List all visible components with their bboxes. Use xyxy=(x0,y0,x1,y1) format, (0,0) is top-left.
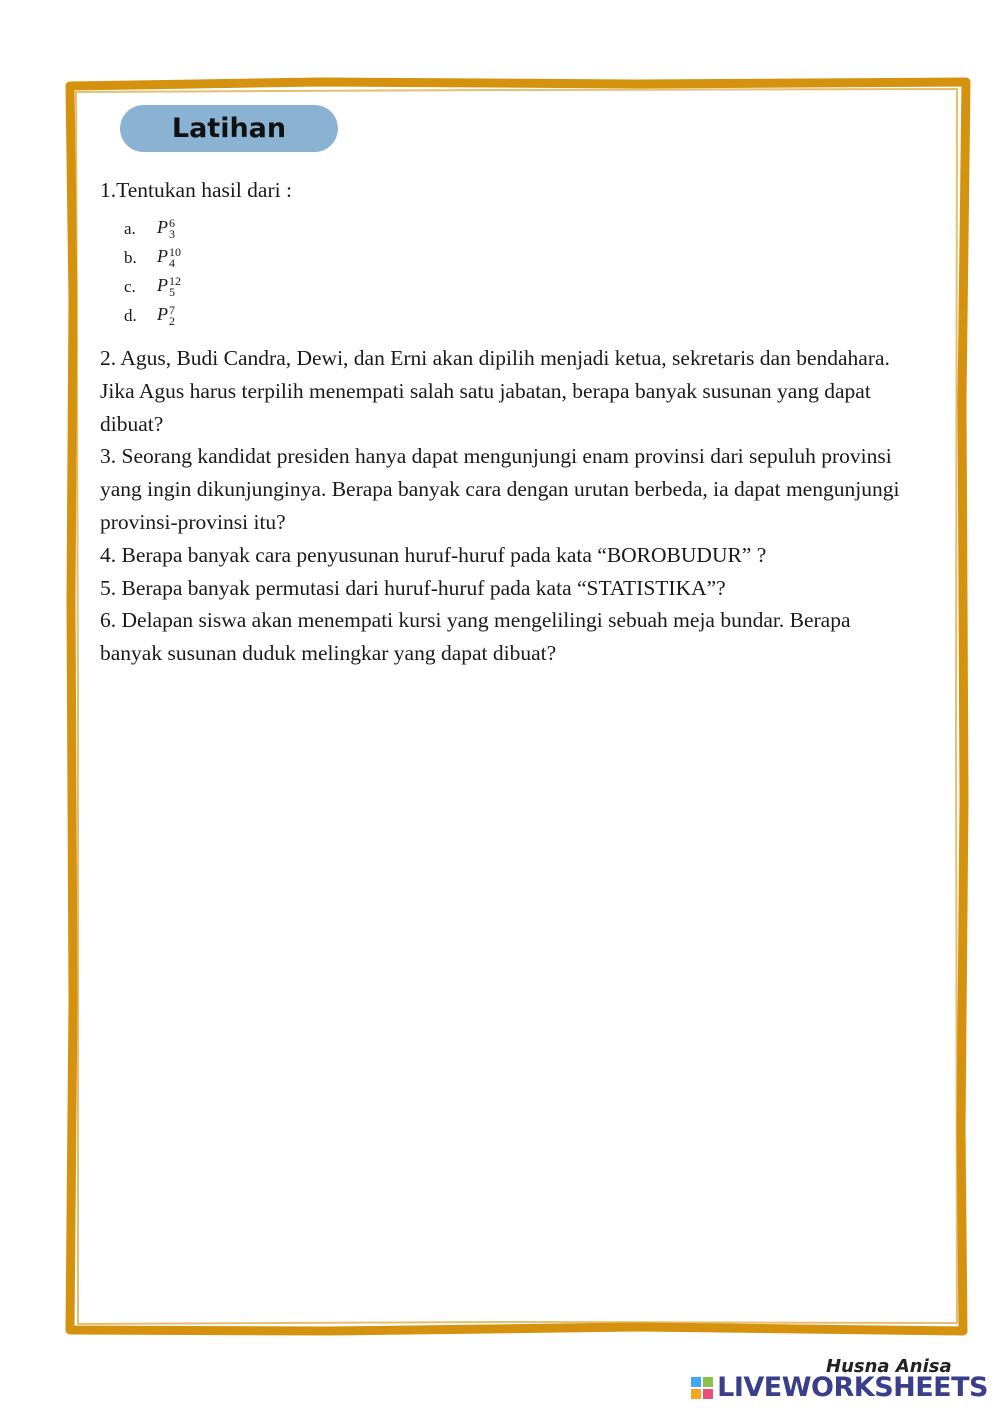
latihan-badge xyxy=(120,105,338,152)
permutation-expression: P 7 2 xyxy=(157,302,175,328)
liveworksheets-logo[interactable] xyxy=(691,1372,988,1403)
subscript: 4 xyxy=(169,255,175,270)
questions-list xyxy=(100,342,900,670)
sub-item-letter: b. xyxy=(124,247,137,267)
sub-item-b xyxy=(124,243,181,272)
question-6: 6. Delapan siswa akan menempati kursi yang mengelilingi sebuah meja bundar. Berapa banyak susunan duduk melingkar yang dapat dibuat? xyxy=(100,608,851,666)
question-2: 2. Agus, Budi Candra, Dewi, dan Erni akan dipilih menjadi ketua, sekretaris dan bendahara. Jika Agus harus terpilih menempati salah satu jabatan, berapa banyak susunan yang dapat dibuat? xyxy=(100,346,890,436)
permutation-expression: P 12 5 xyxy=(157,273,181,299)
subscript: 3 xyxy=(169,226,175,241)
question-5: 5. Berapa banyak permutasi dari huruf-huruf pada kata “STATISTIKA”? xyxy=(100,575,726,600)
superscript: 6 xyxy=(169,215,175,230)
sub-item-letter: d. xyxy=(124,305,137,325)
superscript: 10 xyxy=(169,244,181,259)
sub-item-a xyxy=(124,214,181,243)
subscript: 2 xyxy=(169,313,175,328)
subscript: 5 xyxy=(169,284,175,299)
brand-logo-icon xyxy=(691,1377,713,1399)
question-4: 4. Berapa banyak cara penyusunan huruf-huruf pada kata “BOROBUDUR” ? xyxy=(100,542,767,567)
sub-item-letter: a. xyxy=(124,218,136,238)
superscript: 7 xyxy=(169,302,175,317)
badge-label: Latihan xyxy=(171,113,287,144)
brand-name: LIVEWORKSHEETS xyxy=(717,1372,988,1403)
superscript: 12 xyxy=(169,273,181,288)
permutation-expression: P 10 4 xyxy=(157,244,181,270)
sub-item-d xyxy=(124,301,181,330)
author-signature: Husna Anisa xyxy=(826,1356,952,1377)
sub-item-c xyxy=(124,272,181,301)
permutation-expression: P 6 3 xyxy=(157,215,175,241)
question-3: 3. Seorang kandidat presiden hanya dapat mengunjungi enam provinsi dari sepuluh provinsi yang ingin dikunjunginya. Berapa banyak cara dengan urutan berbeda, ia dapat mengunjungi provinsi-provinsi itu? xyxy=(100,444,900,534)
question-1: 1.Tentukan hasil dari : xyxy=(100,178,292,202)
question-1-sublist xyxy=(124,214,181,330)
sub-item-letter: c. xyxy=(124,276,136,296)
